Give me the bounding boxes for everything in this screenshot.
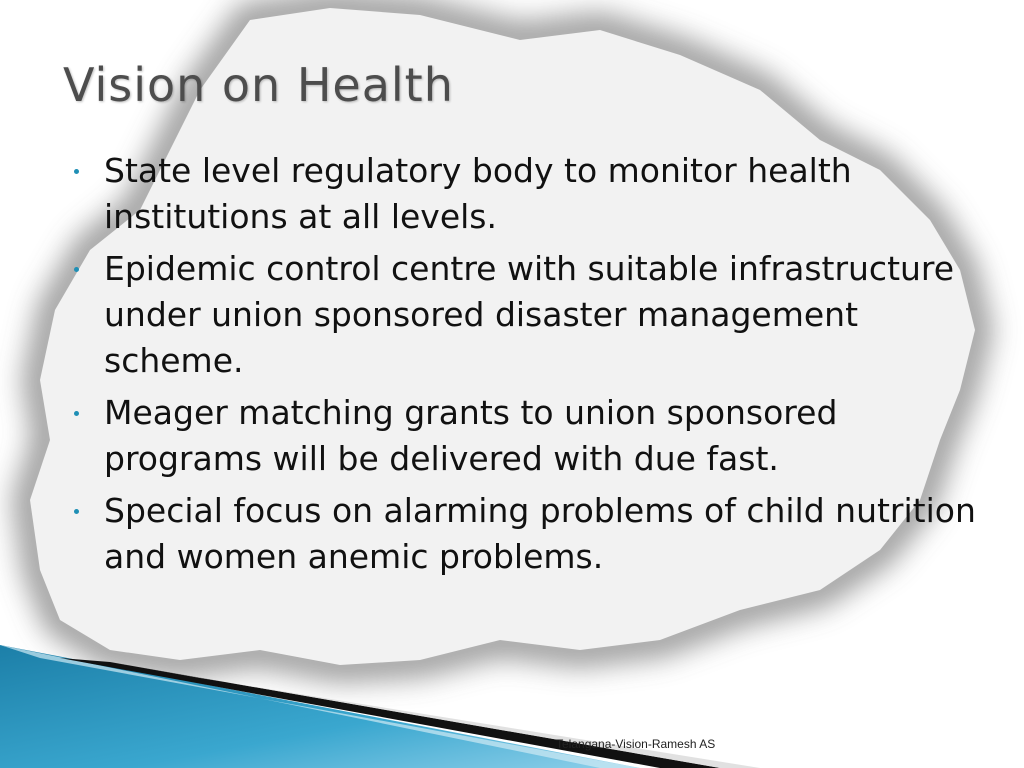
bullet-text: Special focus on alarming problems of child nutrition and women anemic problems.	[104, 491, 976, 576]
bullet-dot-icon	[74, 169, 79, 174]
bullet-text: Epidemic control centre with suitable infrastructure under union sponsored disaster management scheme.	[104, 249, 955, 380]
footer-text: Telangana-Vision-Ramesh AS	[556, 737, 716, 751]
bullet-list	[72, 148, 1002, 586]
bullet-text: Meager matching grants to union sponsored programs will be delivered with due fast.	[104, 393, 838, 478]
bullet-dot-icon	[74, 267, 79, 272]
bullet-dot-icon	[74, 411, 79, 416]
bullet-item	[72, 390, 1002, 482]
bullet-item	[72, 148, 1002, 240]
bullet-item	[72, 488, 1002, 580]
decorative-ribbon	[0, 600, 1024, 768]
slide-title: Vision on Health	[63, 58, 454, 112]
bullet-item	[72, 246, 1002, 384]
bullet-dot-icon	[74, 509, 79, 514]
bullet-text: State level regulatory body to monitor health institutions at all levels.	[104, 151, 852, 236]
